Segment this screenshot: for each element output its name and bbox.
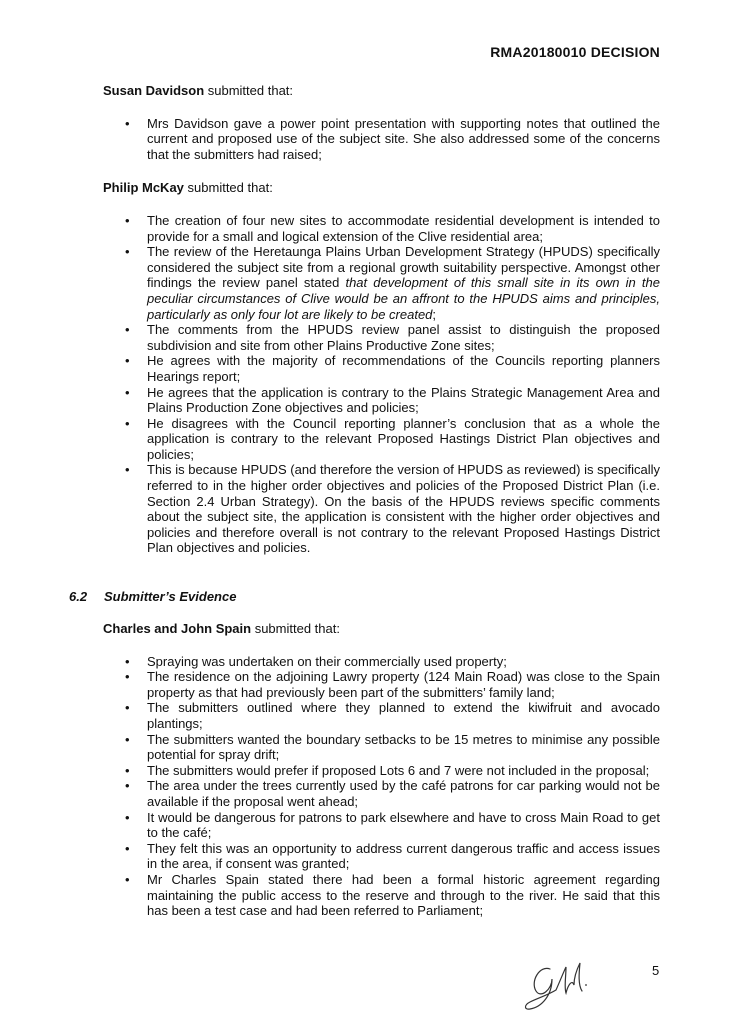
- bullet-text: The residence on the adjoining Lawry property (124 Main Road) was close to the Spain property as that had previously been part of the submitters’ family land;: [147, 669, 660, 700]
- list-item: [103, 872, 660, 919]
- page-number: 5: [652, 963, 660, 978]
- bullet-icon: •: [125, 244, 130, 260]
- bullet-icon: •: [125, 115, 130, 131]
- list-item: [103, 841, 660, 872]
- section-number: 6.2: [69, 589, 88, 604]
- list-item: [103, 462, 660, 556]
- list-item: [103, 700, 660, 731]
- bullet-text: He agrees with the majority of recommendations of the Councils reporting planners Hearings report;: [147, 353, 660, 384]
- content-body: [103, 83, 660, 556]
- submitter-name: Charles and John Spain: [103, 621, 252, 636]
- list-item: [103, 732, 660, 763]
- bullet-text: Spraying was undertaken on their commercially used property;: [147, 653, 507, 669]
- submitter-heading-davidson: Susan Davidson submitted that:: [103, 83, 294, 98]
- list-item: [103, 763, 660, 779]
- evidence-body: [103, 621, 660, 919]
- bullet-icon: •: [125, 322, 130, 338]
- submitter-name: Susan Davidson: [103, 83, 205, 98]
- bullet-list-davidson: [103, 116, 660, 163]
- bullet-icon: •: [125, 353, 130, 369]
- bullet-list-mckay: [103, 213, 660, 556]
- signature-image: [522, 955, 594, 1015]
- bullet-icon: •: [125, 809, 130, 825]
- bullet-icon: •: [125, 700, 130, 716]
- bullet-text: He agrees that the application is contrary to the Plains Strategic Management Area and Plains Production Zone objectives and policies;: [147, 384, 660, 416]
- document-reference: RMA20180010 DECISION: [490, 44, 660, 60]
- quoted-text: that development of this small site in its own in the peculiar circumstances of Clive would be an affront to the HPUDS aims and principles, particularly as only four lot are likely to be created: [147, 275, 660, 322]
- list-item: [103, 353, 660, 384]
- bullet-list-spain: [103, 654, 660, 919]
- list-item: [103, 654, 660, 670]
- bullet-icon: •: [125, 731, 130, 747]
- list-item: [103, 244, 660, 322]
- bullet-text: The review of the Heretaunga Plains Urban Development Strategy (HPUDS) specifically considered the subject site from a regional growth suitability perspective. Amongst other findings the review panel stated: [147, 244, 660, 291]
- list-item: [103, 778, 660, 809]
- bullet-icon: •: [125, 871, 130, 887]
- submitter-heading-spain: Charles and John Spain submitted that:: [103, 621, 340, 636]
- bullet-icon: •: [125, 653, 130, 669]
- section-heading: [69, 589, 236, 605]
- bullet-text: The area under the trees currently used by the café patrons for car parking would not be available if the proposal went ahead;: [147, 778, 660, 809]
- bullet-text: The creation of four new sites to accommodate residential development is intended to provide for a small and logical extension of the Clive residential area;: [147, 212, 660, 244]
- bullet-icon: •: [125, 384, 130, 400]
- bullet-text: Mrs Davidson gave a power point presentation with supporting notes that outlined the current and proposed use of the subject site. She also addressed some of the concerns that the submitters had raised;: [147, 115, 660, 162]
- bullet-text: ;: [432, 306, 437, 322]
- bullet-icon: •: [125, 762, 130, 778]
- bullet-text: He disagrees with the Council reporting planner’s conclusion that as a whole the application is contrary to the relevant Proposed Hastings District Plan objectives and policies;: [147, 415, 660, 462]
- bullet-text: The submitters outlined where they planned to extend the kiwifruit and avocado plantings;: [147, 700, 660, 731]
- bullet-text: The submitters would prefer if proposed Lots 6 and 7 were not included in the proposal;: [147, 762, 650, 778]
- bullet-text: The submitters wanted the boundary setbacks to be 15 metres to minimise any possible potential for spray drift;: [147, 731, 660, 763]
- list-item: [103, 669, 660, 700]
- list-item: [103, 810, 660, 841]
- list-item: [103, 322, 660, 353]
- bullet-text: This is because HPUDS (and therefore the version of HPUDS as reviewed) is specifically referred to in the higher order objectives and policies of the Proposed District Plan (i.e. Section 2.4 Urban Strategy). On the basis of the HPUDS reviews specific comments about the subject site, the application is consistent with the higher order objectives and policies and therefore overall is not contrary to the relevant Proposed Hastings District Plan objectives and policies.: [147, 462, 660, 556]
- list-item: [103, 213, 660, 244]
- list-item: [103, 116, 660, 163]
- bullet-text: They felt this was an opportunity to address current dangerous traffic and access issues in the area, if consent was granted;: [147, 840, 660, 872]
- submitter-name: Philip McKay: [103, 180, 184, 196]
- bullet-icon: •: [125, 212, 130, 228]
- bullet-icon: •: [125, 840, 130, 856]
- section-title: Submitter’s Evidence: [104, 589, 237, 604]
- bullet-icon: •: [125, 778, 130, 794]
- list-item: [103, 416, 660, 463]
- bullet-text: The comments from the HPUDS review panel assist to distinguish the proposed subdivision and site from other Plains Productive Zone sites;: [147, 322, 660, 353]
- submitter-heading-mckay: Philip McKay submitted that:: [103, 180, 273, 196]
- bullet-text: Mr Charles Spain stated there had been a formal historic agreement regarding maintaining the public access to the reserve and through to the river. He said that this has been a test case and had been referred to Parliament;: [147, 871, 660, 919]
- list-item: [103, 385, 660, 416]
- bullet-icon: •: [125, 415, 130, 431]
- bullet-text: It would be dangerous for patrons to park elsewhere and have to cross Main Road to get to the café;: [147, 809, 660, 841]
- bullet-icon: •: [125, 462, 130, 478]
- bullet-icon: •: [125, 669, 130, 685]
